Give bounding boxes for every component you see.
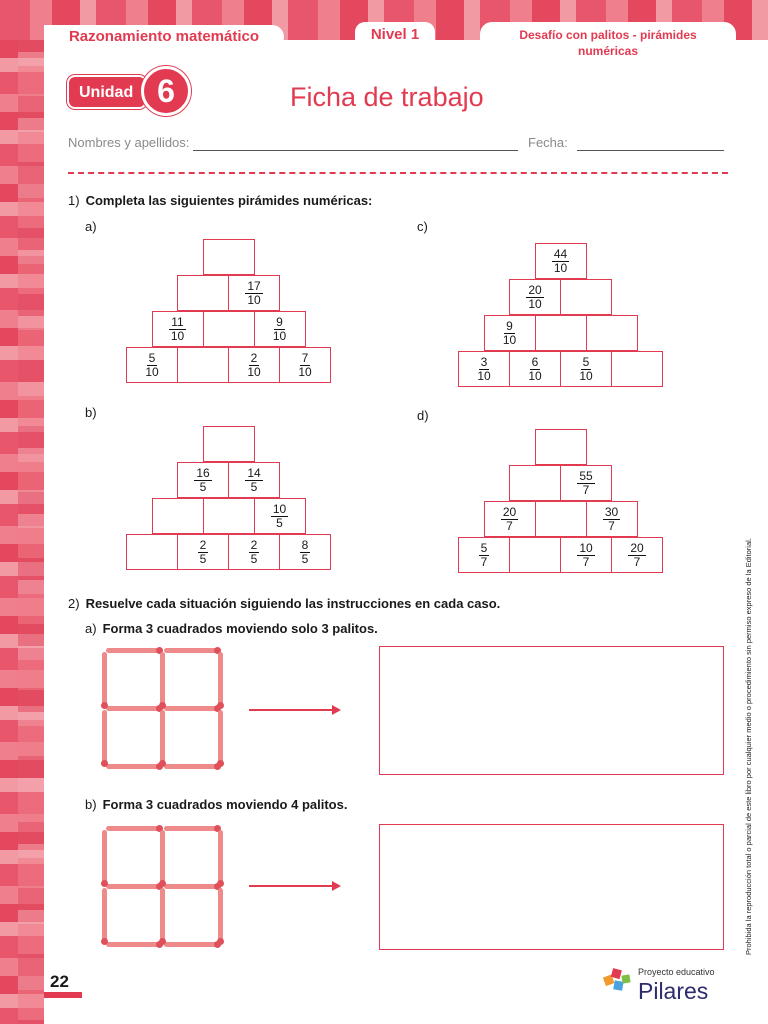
fraction	[479, 542, 490, 569]
page-number-bar	[44, 992, 82, 998]
topic-line-2: numéricas	[577, 44, 639, 58]
fraction	[603, 506, 620, 533]
pyramid-cell[interactable]	[535, 315, 587, 351]
pyramid-c-label: c)	[417, 219, 428, 234]
matchstick[interactable]	[106, 884, 160, 889]
fraction-numerator: 3	[480, 354, 488, 369]
pyramid-cell	[484, 501, 536, 537]
date-label: Fecha:	[528, 135, 568, 150]
fraction-numerator: 9	[276, 314, 283, 329]
fraction-denominator: 10	[477, 368, 491, 383]
pyramid-cell	[279, 534, 331, 570]
pyramid-cell	[254, 498, 306, 534]
pilares-logo-icon	[602, 966, 634, 996]
fraction-numerator: 7	[301, 350, 309, 365]
pyramid-cell[interactable]	[535, 501, 587, 537]
fraction-numerator: 8	[301, 537, 309, 552]
fraction-denominator: 7	[608, 518, 615, 533]
pyramid-cell[interactable]	[535, 429, 587, 465]
pyramid-cell	[152, 311, 204, 347]
answer-box-a[interactable]	[379, 646, 724, 775]
matchstick[interactable]	[164, 706, 218, 711]
name-label: Nombres y apellidos:	[68, 135, 190, 150]
fraction-denominator: 5	[276, 515, 283, 530]
fraction-numerator: 44	[553, 246, 568, 261]
fraction	[477, 356, 490, 383]
pyramid-cell[interactable]	[126, 534, 178, 570]
fraction-denominator: 10	[272, 328, 287, 343]
fraction	[298, 352, 311, 379]
pyramid-cell	[484, 315, 536, 351]
fraction-numerator: 6	[531, 354, 539, 369]
matchstick[interactable]	[218, 710, 223, 764]
matchstick[interactable]	[160, 710, 165, 764]
fraction-numerator: 14	[247, 465, 261, 480]
arrow-b	[249, 885, 333, 887]
arrow-a	[249, 709, 333, 711]
pyramid-cell	[228, 462, 280, 498]
pyramid-cell	[611, 537, 663, 573]
fraction-denominator: 7	[480, 554, 488, 569]
question-2a-label: a)	[85, 621, 97, 636]
fraction	[503, 320, 516, 347]
fraction-numerator: 5	[582, 354, 590, 369]
fraction-denominator: 5	[250, 551, 258, 566]
fraction-denominator: 7	[582, 554, 590, 569]
pyramid-cell[interactable]	[203, 426, 255, 462]
pyramid-cell	[560, 465, 612, 501]
question-2-text: Resuelve cada situación siguiendo las instrucciones en cada caso.	[85, 596, 501, 611]
question-2b-label: b)	[85, 797, 97, 812]
fraction-denominator: 10	[553, 260, 568, 275]
fraction-denominator: 5	[199, 551, 207, 566]
fraction-numerator: 5	[148, 350, 156, 365]
fraction-numerator: 17	[247, 278, 261, 293]
question-1-text: Completa las siguientes pirámides numéricas:	[85, 193, 373, 208]
fraction	[526, 284, 543, 311]
pyramid-cell	[228, 347, 280, 383]
question-2b-text: Forma 3 cuadrados moviendo 4 palitos.	[102, 797, 348, 812]
fraction-denominator: 10	[145, 364, 159, 379]
matchstick[interactable]	[106, 826, 160, 831]
fraction	[579, 356, 592, 383]
fraction-denominator: 10	[247, 292, 261, 307]
question-2b	[85, 797, 347, 812]
pyramid-cell	[279, 347, 331, 383]
fraction-numerator: 16	[196, 465, 210, 480]
pyramid-cell[interactable]	[177, 347, 229, 383]
subject-label: Razonamiento matemático	[44, 25, 284, 49]
pyramid-cell[interactable]	[203, 498, 255, 534]
pyramid-cell	[458, 351, 510, 387]
fraction-numerator: 20	[528, 282, 542, 297]
arrow-b-head	[332, 881, 341, 891]
fraction-denominator: 10	[502, 332, 517, 347]
matchstick[interactable]	[106, 764, 160, 769]
matchstick[interactable]	[164, 764, 218, 769]
pyramid-cell[interactable]	[509, 537, 561, 573]
pyramid-a-label: a)	[85, 219, 97, 234]
pyramid-cell	[560, 351, 612, 387]
question-1-number: 1)	[68, 193, 80, 208]
fraction-denominator: 10	[528, 296, 542, 311]
fraction-numerator: 10	[272, 501, 287, 516]
fraction-numerator: 20	[502, 504, 517, 519]
matchstick[interactable]	[164, 884, 218, 889]
pyramid-cell	[535, 243, 587, 279]
pyramid-cell	[254, 311, 306, 347]
unit-label: Unidad	[79, 84, 134, 101]
pyramid-cell	[509, 279, 561, 315]
fraction-denominator: 10	[579, 368, 593, 383]
fraction	[552, 248, 569, 275]
fraction-numerator: 5	[480, 540, 488, 555]
matchstick-grid-b	[102, 826, 227, 951]
fraction	[300, 539, 311, 566]
logo-name: Pilares	[638, 978, 709, 1004]
fraction-denominator: 10	[247, 364, 261, 379]
fraction	[145, 352, 158, 379]
pyramid-cell	[177, 534, 229, 570]
fraction-denominator: 5	[250, 479, 258, 494]
fraction-numerator: 30	[604, 504, 619, 519]
topic-line-1: Desafío con palitos - pirámides	[519, 28, 697, 42]
pyramid-cell	[586, 501, 638, 537]
question-2	[68, 596, 500, 611]
pyramid-cell	[228, 275, 280, 311]
fraction	[628, 542, 645, 569]
fraction	[577, 542, 594, 569]
fraction	[273, 316, 286, 343]
question-2-number: 2)	[68, 596, 80, 611]
fraction-denominator: 7	[633, 554, 641, 569]
fraction-numerator: 20	[630, 540, 644, 555]
matchstick[interactable]	[160, 652, 165, 706]
matchstick[interactable]	[102, 652, 107, 706]
pyramid-cell[interactable]	[560, 279, 612, 315]
fraction	[528, 356, 541, 383]
pyramid-cell	[560, 537, 612, 573]
fraction-denominator: 5	[199, 479, 207, 494]
question-2a	[85, 621, 378, 636]
pyramid-cell[interactable]	[509, 465, 561, 501]
fraction	[198, 539, 209, 566]
fraction-denominator: 5	[301, 551, 309, 566]
fraction-numerator: 55	[579, 468, 593, 483]
matchstick[interactable]	[106, 706, 160, 711]
matchstick[interactable]	[106, 942, 160, 947]
matchstick[interactable]	[218, 830, 223, 884]
pyramid-cell[interactable]	[203, 311, 255, 347]
pyramid-cell	[458, 537, 510, 573]
matchstick[interactable]	[102, 710, 107, 764]
fraction	[194, 467, 211, 494]
question-2a-text: Forma 3 cuadrados moviendo solo 3 palitos.	[102, 621, 378, 636]
fraction	[577, 470, 594, 497]
pyramid-cell[interactable]	[177, 275, 229, 311]
matchstick[interactable]	[164, 826, 218, 831]
matchstick[interactable]	[160, 830, 165, 884]
pyramid-cell[interactable]	[586, 315, 638, 351]
matchstick[interactable]	[164, 942, 218, 947]
fraction	[245, 280, 262, 307]
pyramid-cell	[126, 347, 178, 383]
fraction-numerator: 11	[171, 314, 184, 329]
page-title: Ficha de trabajo	[290, 82, 484, 112]
copyright-notice: Prohibida la reproducción total o parcial de este libro por cualquier medio o procedimiento sin permiso expreso de la Editorial.	[744, 538, 753, 955]
fraction	[169, 316, 185, 343]
pyramid-cell	[177, 462, 229, 498]
fraction	[247, 352, 260, 379]
unit-number: 6	[141, 66, 191, 116]
fraction-numerator: 10	[579, 540, 593, 555]
fraction-numerator: 9	[506, 318, 513, 333]
fraction	[245, 467, 262, 494]
pyramid-b-label: b)	[85, 405, 97, 420]
level-label: Nivel 1	[355, 22, 435, 50]
fraction-numerator: 2	[250, 537, 258, 552]
page-number: 22	[50, 972, 69, 991]
matchstick-grid-a	[102, 648, 227, 773]
fraction-denominator: 7	[506, 518, 513, 533]
fraction-denominator: 10	[298, 364, 312, 379]
fraction	[271, 503, 288, 530]
matchstick[interactable]	[160, 888, 165, 942]
matchstick[interactable]	[164, 648, 218, 653]
answer-box-b[interactable]	[379, 824, 724, 950]
pyramid-cell[interactable]	[152, 498, 204, 534]
pyramid-cell[interactable]	[611, 351, 663, 387]
fraction-denominator: 10	[528, 368, 542, 383]
pyramid-cell[interactable]	[203, 239, 255, 275]
pyramid-d-label: d)	[417, 408, 429, 423]
logo-tagline: Proyecto educativo	[638, 967, 715, 977]
fraction-denominator: 10	[170, 328, 185, 343]
fraction	[249, 539, 260, 566]
fraction-numerator: 2	[250, 350, 258, 365]
matchstick[interactable]	[102, 830, 107, 884]
matchstick[interactable]	[218, 652, 223, 706]
matchstick[interactable]	[218, 888, 223, 942]
matchstick[interactable]	[102, 888, 107, 942]
matchstick[interactable]	[106, 648, 160, 653]
pyramid-cell	[509, 351, 561, 387]
fraction-denominator: 7	[582, 482, 590, 497]
pyramid-cell	[228, 534, 280, 570]
arrow-a-head	[332, 705, 341, 715]
fraction	[501, 506, 518, 533]
fraction-numerator: 2	[199, 537, 207, 552]
